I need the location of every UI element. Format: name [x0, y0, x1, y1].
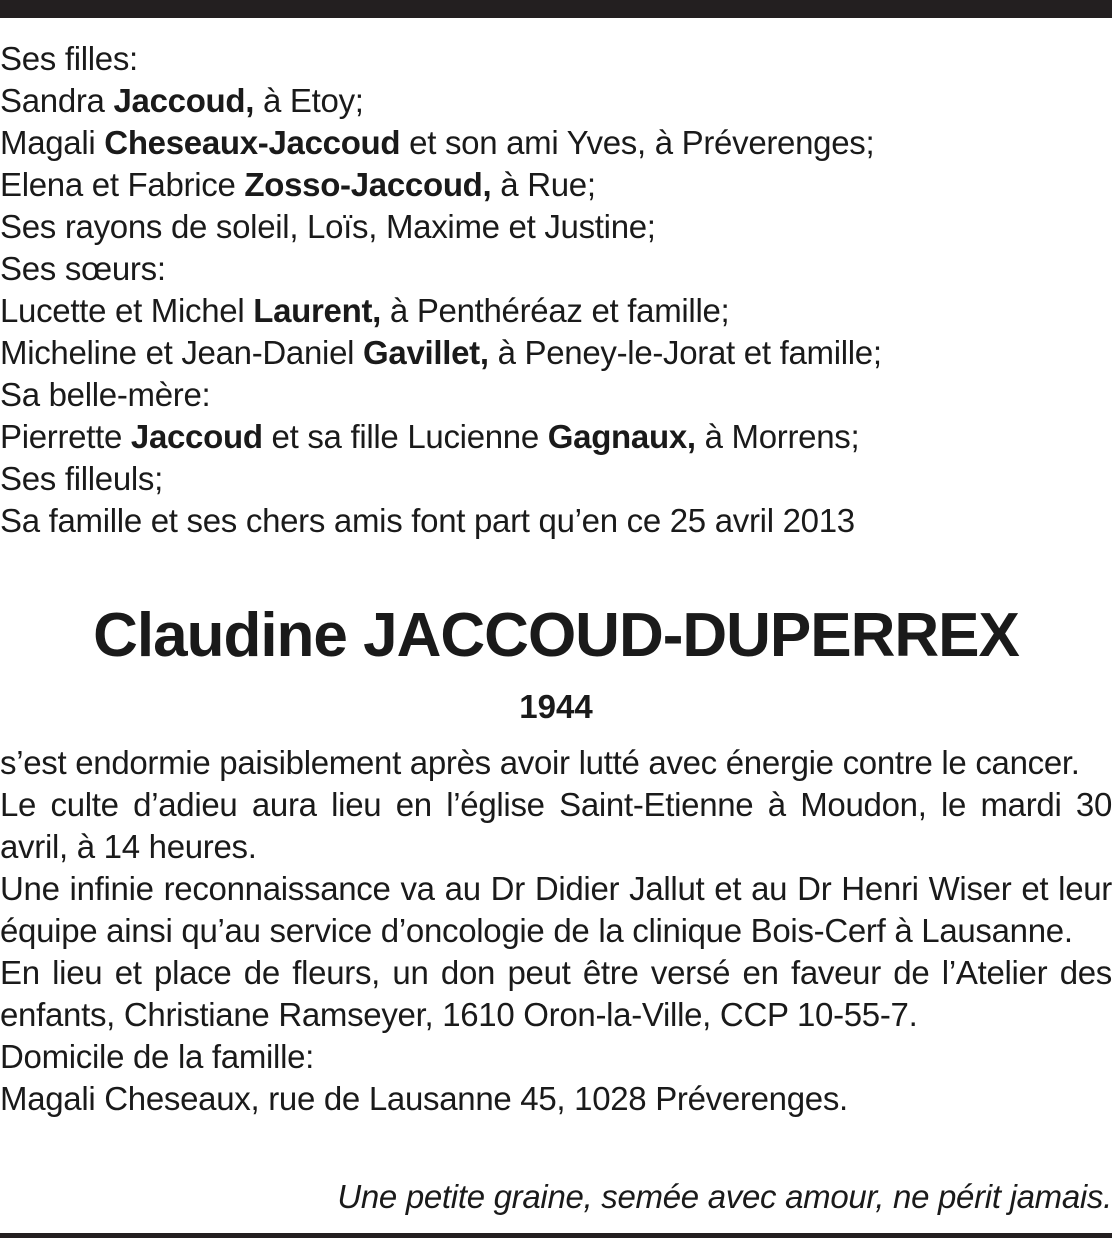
text: à Penthéréaz et famille;: [381, 292, 730, 329]
text: Elena et Fabrice: [0, 166, 245, 203]
family-line-sandra: [0, 80, 1112, 122]
text: et son ami Yves, à Préverenges;: [400, 124, 875, 161]
deceased-name: Claudine JACCOUD-DUPERREX: [93, 601, 1019, 670]
body-paragraph-domicile-heading: Domicile de la famille:: [0, 1038, 315, 1075]
text: Ses rayons de soleil, Loïs, Maxime et Justine;: [0, 208, 656, 245]
text: à Peney-le-Jorat et famille;: [488, 334, 882, 371]
family-line-godchildren: [0, 458, 1112, 500]
obituary-body: [0, 742, 1112, 1120]
family-line-elena: [0, 164, 1112, 206]
body-paragraph-passing: s’est endormie paisiblement après avoir lutté avec énergie contre le cancer.: [0, 744, 1080, 781]
surname: Zosso-Jaccoud,: [244, 166, 492, 203]
surname: Gavillet,: [363, 334, 489, 371]
family-line-magali: [0, 122, 1112, 164]
top-border-rule: [0, 0, 1112, 18]
text: Lucette et Michel: [0, 292, 254, 329]
surname: Jaccoud,: [113, 82, 255, 119]
text: Ses sœurs:: [0, 250, 166, 287]
body-paragraph-donation: En lieu et place de fleurs, un don peut être versé en faveur de l’Atelier des enfants, Christiane Ramseyer, 1610 Oron-la-Ville, CCP 10-55-7.: [0, 954, 1112, 1033]
family-line-lucette: [0, 290, 1112, 332]
family-announcement-list: [0, 38, 1112, 542]
family-line-sisters-heading: [0, 248, 1112, 290]
body-paragraph-domicile-address: Magali Cheseaux, rue de Lausanne 45, 1028 Préverenges.: [0, 1080, 848, 1117]
family-line-pierrette: [0, 416, 1112, 458]
text: à Morrens;: [695, 418, 860, 455]
text: à Rue;: [491, 166, 596, 203]
text: à Etoy;: [254, 82, 364, 119]
birth-year: 1944: [519, 688, 593, 725]
text: Sandra: [0, 82, 114, 119]
surname: Cheseaux-Jaccoud: [104, 124, 401, 161]
family-line-announcement: [0, 500, 1112, 542]
text: Sa belle-mère:: [0, 376, 211, 413]
surname: Laurent,: [253, 292, 382, 329]
text: Micheline et Jean-Daniel: [0, 334, 364, 371]
text: Ses filleuls;: [0, 460, 164, 497]
body-paragraph-service: Le culte d’adieu aura lieu en l’église Saint-Etienne à Moudon, le mardi 30 avril, à 14 heures.: [0, 786, 1112, 865]
family-line-daughters-heading: [0, 38, 1112, 80]
text: Ses filles:: [0, 40, 138, 77]
bottom-border-rule: [0, 1233, 1112, 1238]
family-line-mother-in-law-heading: [0, 374, 1112, 416]
text: et sa fille Lucienne: [262, 418, 548, 455]
text: Magali: [0, 124, 105, 161]
body-paragraph-thanks: Une infinie reconnaissance va au Dr Didier Jallut et au Dr Henri Wiser et leur équipe ainsi qu’au service d’oncologie de la clinique Bois-Cerf à Lausanne.: [0, 870, 1112, 949]
family-line-micheline: [0, 332, 1112, 374]
closing-quote: Une petite graine, semée avec amour, ne périt jamais.: [337, 1178, 1112, 1215]
text: Sa famille et ses chers amis font part qu’en ce 25 avril 2013: [0, 502, 855, 539]
surname: Jaccoud: [130, 418, 263, 455]
text: Pierrette: [0, 418, 131, 455]
surname: Gagnaux,: [547, 418, 696, 455]
family-line-grandchildren: [0, 206, 1112, 248]
